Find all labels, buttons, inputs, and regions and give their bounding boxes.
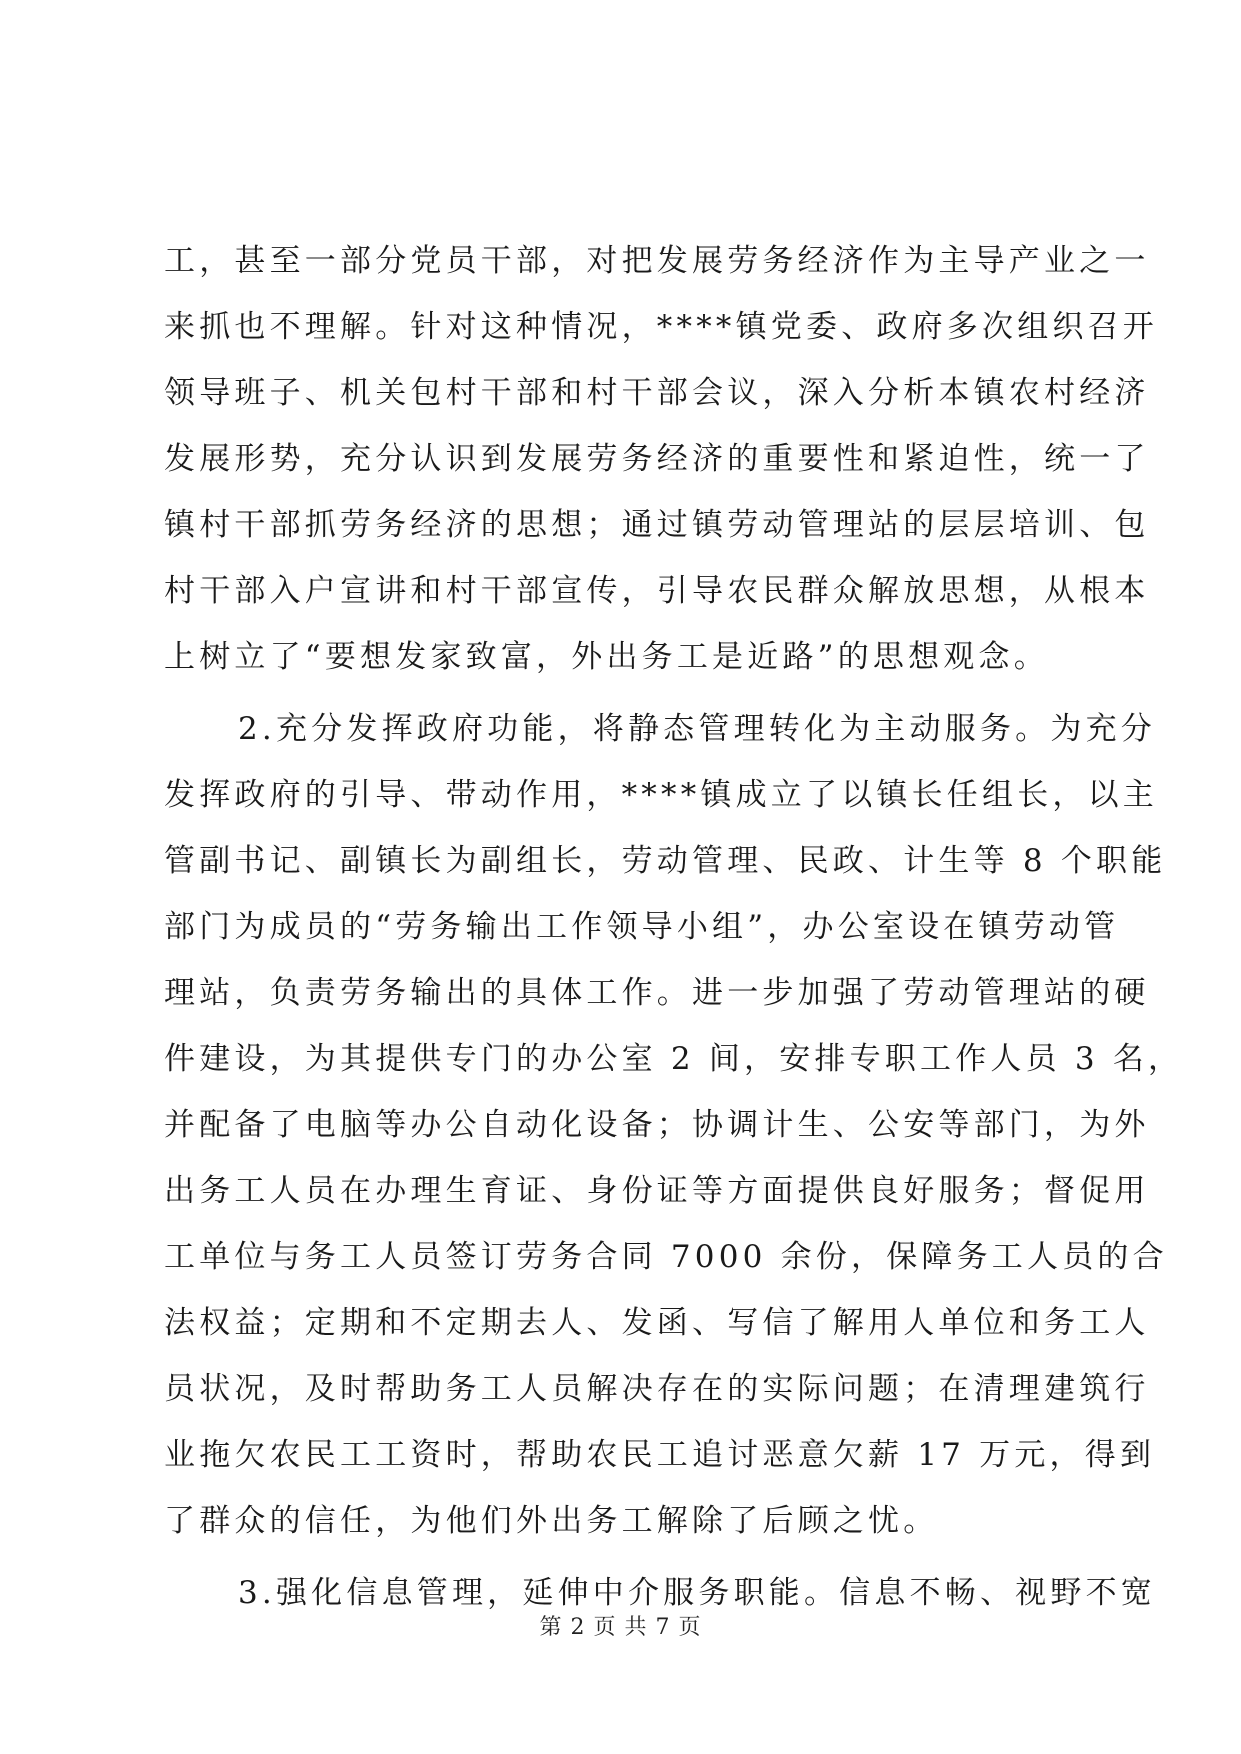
paragraph-2-line-4: 部门为成员的“劳务输出工作领导小组”，办公室设在镇劳动管: [164, 909, 1120, 945]
paragraph-2-line-8: 出务工人员在办理生育证、身份证等方面提供良好服务；督促用: [164, 1173, 1150, 1209]
document-body: [164, 228, 1184, 1626]
paragraph-1-line-1: 工，甚至一部分党员干部，对把发展劳务经济作为主导产业之一: [164, 243, 1150, 279]
paragraph-1-line-5: 镇村干部抓劳务经济的思想；通过镇劳动管理站的层层培训、包: [164, 507, 1150, 543]
page-number-footer: 第 2 页 共 7 页: [539, 1615, 702, 1640]
paragraph-2-line-6: 件建设，为其提供专门的办公室 2 间，安排专职工作人员 3 名，: [164, 1041, 1184, 1077]
paragraph-2-line-13: 了群众的信任，为他们外出务工解除了后顾之忧。: [164, 1503, 939, 1539]
paragraph-2-line-10: 法权益；定期和不定期去人、发函、写信了解用人单位和务工人: [164, 1305, 1150, 1341]
paragraph-2-line-7: 并配备了电脑等办公自动化设备；协调计生、公安等部门，为外: [164, 1107, 1150, 1143]
paragraph-2-line-12: 业拖欠农民工工资时，帮助农民工追讨恶意欠薪 17 万元，得到: [164, 1437, 1156, 1473]
paragraph-1-line-7: 上树立了“要想发家致富，外出务工是近路”的思想观念。: [164, 639, 1049, 675]
paragraph-1-line-3: 领导班子、机关包村干部和村干部会议，深入分析本镇农村经济: [164, 375, 1150, 411]
paragraph-2-line-3: 管副书记、副镇长为副组长，劳动管理、民政、计生等 8 个职能: [164, 843, 1167, 879]
paragraph-2-line-11: 员状况，及时帮助务工人员解决存在的实际问题；在清理建筑行: [164, 1371, 1150, 1407]
paragraph-1-line-4: 发展形势，充分认识到发展劳务经济的重要性和紧迫性，统一了: [164, 441, 1150, 477]
paragraph-2-line-9: 工单位与务工人员签订劳务合同 7000 余份，保障务工人员的合: [164, 1239, 1168, 1275]
paragraph-2-line-1: 2.充分发挥政府功能，将静态管理转化为主动服务。为充分: [238, 711, 1156, 747]
paragraph-3-line-1: 3.强化信息管理，延伸中介服务职能。信息不畅、视野不宽: [238, 1575, 1156, 1611]
paragraph-1-line-2: 来抓也不理解。针对这种情况，****镇党委、政府多次组织召开: [164, 309, 1158, 345]
paragraph-2-line-2: 发挥政府的引导、带动作用，****镇成立了以镇长任组长，以主: [164, 777, 1158, 813]
paragraph-1-line-6: 村干部入户宣讲和村干部宣传，引导农民群众解放思想，从根本: [164, 573, 1150, 609]
paragraph-2-line-5: 理站，负责劳务输出的具体工作。进一步加强了劳动管理站的硬: [164, 975, 1150, 1011]
